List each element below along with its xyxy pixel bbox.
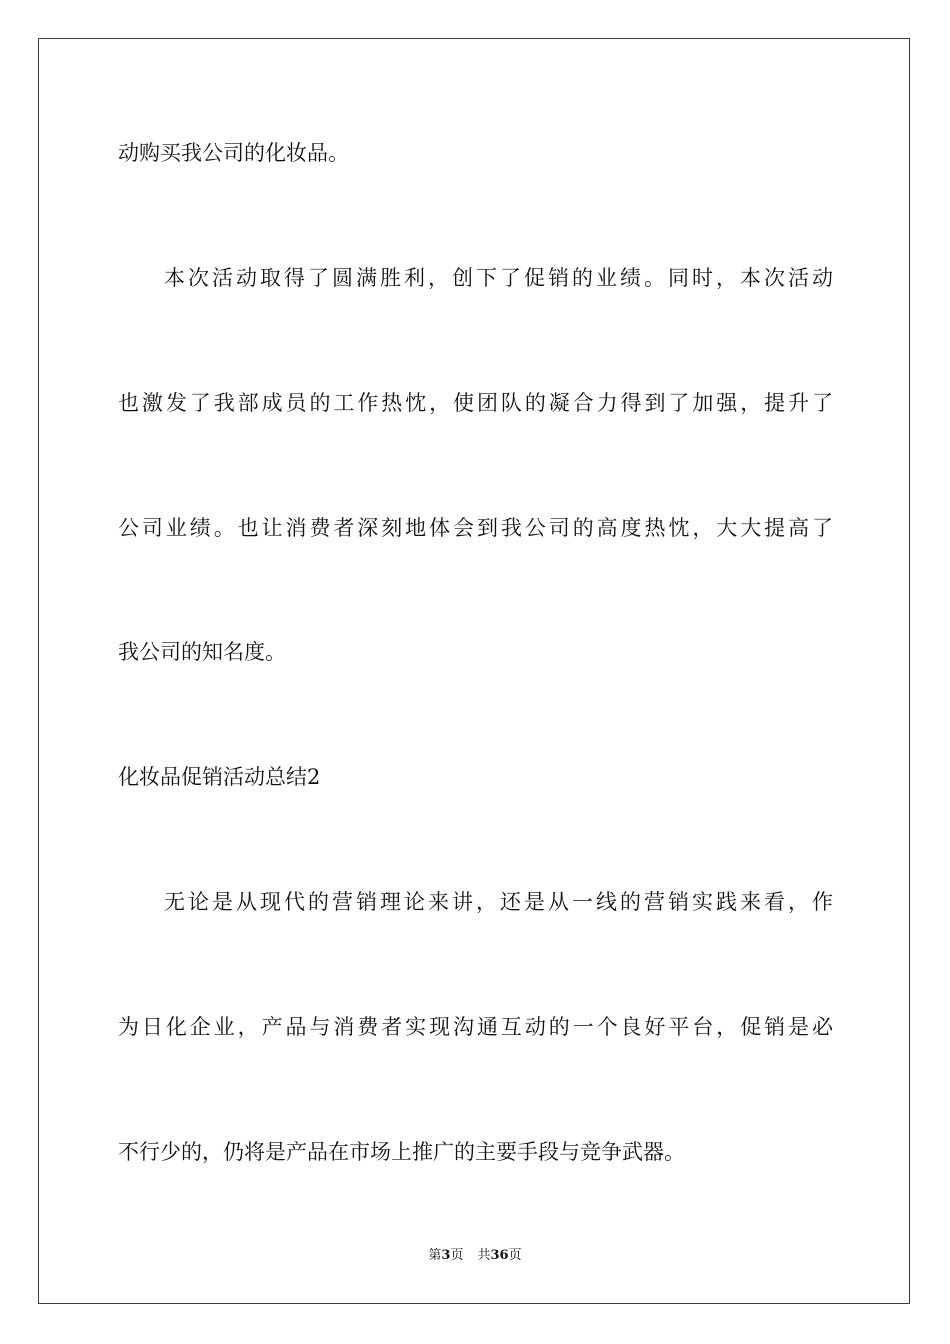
paragraph-line: 为日化企业，产品与消费者实现沟通互动的一个良好平台，促销是必 bbox=[118, 1015, 833, 1039]
paragraph-line: 本次活动取得了圆满胜利，创下了促销的业绩。同时，本次活动 bbox=[164, 266, 833, 290]
paragraph-line: 也激发了我部成员的工作热忱，使团队的凝合力得到了加强，提升了 bbox=[118, 391, 833, 415]
footer-total-suffix: 页 bbox=[508, 1248, 522, 1263]
footer-total-prefix: 共 bbox=[477, 1248, 491, 1263]
paragraph-line: 动购买我公司的化妆品。 bbox=[118, 141, 349, 165]
paragraph-line: 公司业绩。也让消费者深刻地体会到我公司的高度热忱，大大提高了 bbox=[118, 516, 833, 540]
footer-page-number: 3 bbox=[441, 1248, 451, 1263]
page-footer bbox=[0, 1248, 950, 1264]
footer-total-pages: 36 bbox=[490, 1248, 509, 1263]
footer-page-suffix: 页 bbox=[450, 1248, 464, 1263]
section-heading: 化妆品促销活动总结2 bbox=[118, 765, 321, 789]
page-border bbox=[38, 38, 910, 1304]
footer-page-prefix: 第 bbox=[428, 1248, 442, 1263]
paragraph-line: 不行少的，仍将是产品在市场上推广的主要手段与竞争武器。 bbox=[118, 1140, 685, 1164]
paragraph-line: 我公司的知名度。 bbox=[118, 640, 286, 664]
paragraph-line: 无论是从现代的营销理论来讲，还是从一线的营销实践来看，作 bbox=[164, 890, 833, 914]
